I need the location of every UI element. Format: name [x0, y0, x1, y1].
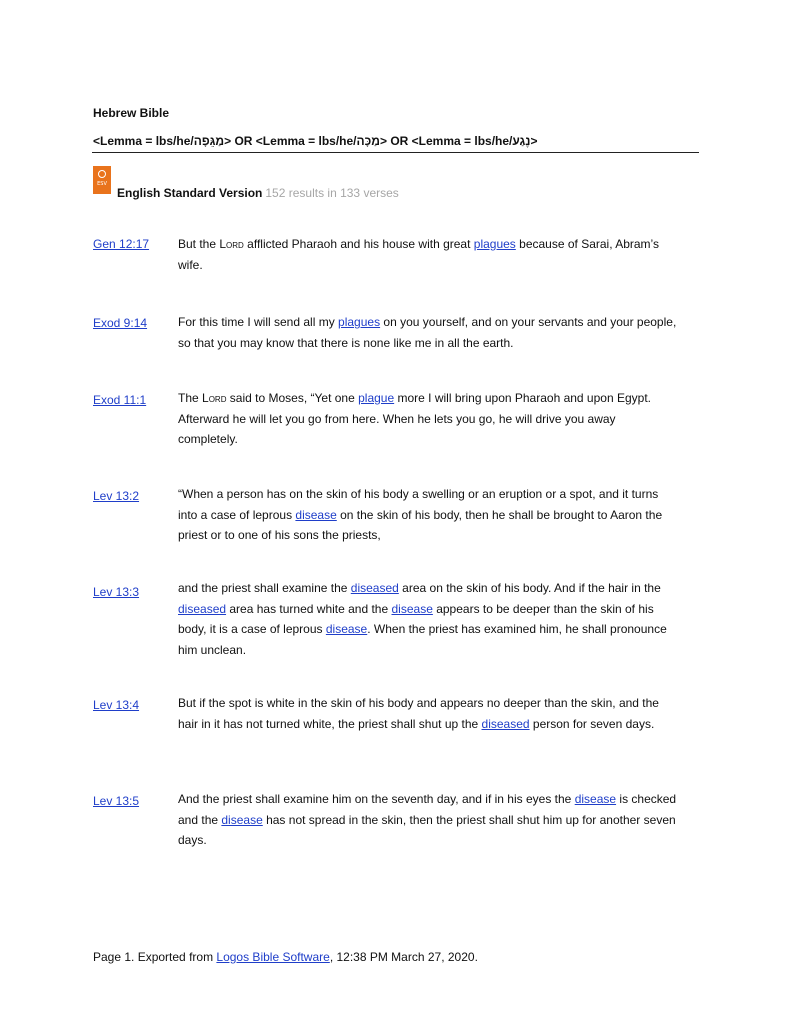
verse-text-segment: area has turned white and the [226, 601, 392, 616]
verse-text-segment: afflicted Pharaoh and his house with great [243, 237, 474, 251]
verse-text-segment: on the skin of his body, then he shall be brought to Aaron the priest or to one of his sons the priests, [178, 507, 663, 542]
verse-text-segment: said to Moses, “Yet one [226, 391, 359, 405]
highlighted-term-link[interactable]: disease [295, 507, 337, 522]
verse-ref-link[interactable]: Exod 11:1 [93, 393, 147, 407]
export-footer [93, 950, 478, 964]
verse-text [178, 312, 678, 353]
verse-text [178, 484, 678, 546]
verse-text [178, 388, 678, 450]
verse-ref-link[interactable]: Lev 13:4 [93, 698, 140, 712]
highlighted-term-link[interactable]: diseased [481, 716, 530, 731]
highlighted-term-link[interactable]: plagues [338, 315, 381, 329]
search-query: <Lemma = lbs/he/מַגֵּפָה> OR <Lemma = lbs/he/מַכָּה> OR <Lemma = lbs/he/נֶגַע> [93, 134, 538, 148]
verse-text-segment: appears to be deeper than the skin of his body, it is a case of leprous [178, 601, 654, 636]
verse-ref-link[interactable]: Gen 12:17 [93, 237, 150, 251]
verse-text-segment: But if the spot is white in the skin of his body and appears no deeper than the skin, and the hair in it has not turned white, the priest shall shut up the [178, 696, 659, 731]
verse-text-segment: more I will bring upon Pharaoh and upon Egypt. Afterward he will let you go from here. When he lets you go, he will drive you away completely. [178, 391, 651, 446]
version-header [93, 166, 513, 200]
highlighted-term-link[interactable]: disease [325, 622, 368, 636]
verse-text-segment: because of Sarai, Abram’s wife. [178, 237, 660, 272]
verse-text [178, 789, 678, 851]
highlighted-term-link[interactable]: diseased [178, 601, 227, 616]
verse-text-segment: and the priest shall examine the [178, 581, 351, 595]
verse-text-segment: And the priest shall examine him on the seventh day, and if in his eyes the [178, 792, 575, 806]
highlighted-term-link[interactable]: diseased [350, 581, 399, 595]
verse-text-segment: . When the priest has examined him, he shall pronounce him unclean. [178, 622, 667, 657]
highlighted-term-link[interactable]: disease [391, 601, 433, 616]
version-title: English Standard Version [117, 186, 263, 200]
highlighted-term-link[interactable]: disease [574, 792, 617, 806]
verse-text-segment: The [178, 391, 203, 405]
verse-text-segment: on you yourself, and on your servants and your people, so that you may know that there is none like me in all the earth. [178, 315, 677, 350]
logos-software-link[interactable]: Logos Bible Software [216, 950, 330, 964]
verse-ref-link[interactable]: Lev 13:3 [93, 585, 140, 599]
verse-ref-link[interactable]: Lev 13:2 [93, 489, 140, 503]
esv-ring-mark [98, 170, 106, 178]
footer-suffix: , 12:38 PM March 27, 2020. [329, 950, 478, 964]
highlighted-term-link[interactable]: plagues [473, 237, 516, 251]
esv-book-icon[interactable] [93, 166, 111, 194]
result-summary: 152 results in 133 verses [265, 186, 399, 200]
verse-text-segment: area on the skin of his body. And if the hair in the [398, 581, 661, 595]
verse-ref-link[interactable]: Exod 9:14 [93, 316, 148, 330]
verse-text-segment: For this time I will send all my [178, 315, 339, 329]
verse-text [178, 234, 678, 275]
version-name [117, 186, 399, 200]
esv-icon-label: ESV [97, 181, 107, 187]
verse-text-segment: Lord [202, 391, 227, 405]
verse-text-segment: Lord [219, 237, 244, 251]
verse-text [178, 578, 678, 660]
highlighted-term-link[interactable]: disease [221, 812, 263, 827]
verse-text-segment: is checked and the [178, 792, 677, 827]
verse-text-segment: “When a person has on the skin of his body a swelling or an eruption or a spot, and it turns into a case of leprous [178, 487, 659, 522]
verse-text-segment: person for seven days. [529, 716, 655, 731]
page-title: Hebrew Bible [93, 106, 170, 120]
footer-prefix: Page 1. Exported from [93, 950, 217, 964]
verse-text-segment: has not spread in the skin, then the priest shall shut him up for another seven days. [178, 812, 676, 847]
verse-text-segment: But the [178, 237, 220, 251]
header-divider [92, 152, 699, 153]
verse-ref-link[interactable]: Lev 13:5 [93, 794, 140, 808]
verse-text [178, 693, 678, 734]
highlighted-term-link[interactable]: plague [358, 391, 395, 405]
